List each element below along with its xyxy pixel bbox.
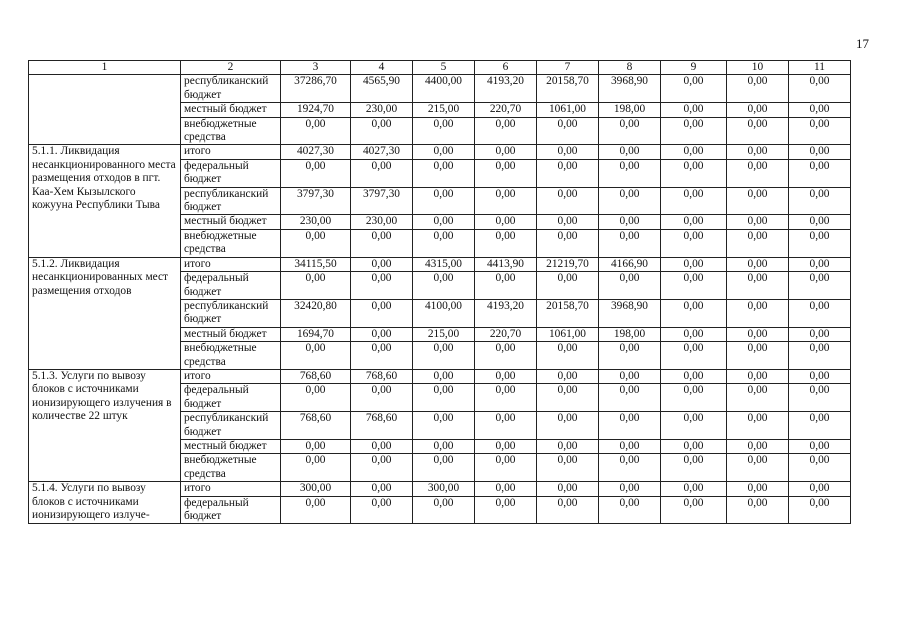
value-cell: 0,00 (537, 439, 599, 453)
value-cell: 0,00 (599, 496, 661, 524)
value-cell: 0,00 (789, 229, 851, 257)
value-cell: 0,00 (475, 342, 537, 370)
value-cell: 0,00 (351, 272, 413, 300)
value-cell: 4166,90 (599, 257, 661, 271)
funding-source: внебюджетные средства (181, 229, 281, 257)
table-row (29, 369, 851, 383)
value-cell: 0,00 (599, 412, 661, 440)
value-cell: 4413,90 (475, 257, 537, 271)
value-cell: 0,00 (351, 117, 413, 145)
value-cell: 0,00 (475, 159, 537, 187)
column-header: 8 (599, 61, 661, 75)
funding-source: итого (181, 482, 281, 496)
value-cell: 0,00 (281, 439, 351, 453)
value-cell: 34115,50 (281, 257, 351, 271)
value-cell: 0,00 (661, 369, 727, 383)
value-cell: 0,00 (475, 384, 537, 412)
value-cell: 0,00 (537, 117, 599, 145)
value-cell: 768,60 (281, 412, 351, 440)
value-cell: 0,00 (281, 272, 351, 300)
value-cell: 0,00 (727, 454, 789, 482)
value-cell: 0,00 (413, 439, 475, 453)
value-cell: 1061,00 (537, 103, 599, 117)
value-cell: 0,00 (661, 103, 727, 117)
value-cell: 0,00 (413, 215, 475, 229)
value-cell: 220,70 (475, 327, 537, 341)
value-cell: 0,00 (413, 496, 475, 524)
value-cell: 0,00 (789, 454, 851, 482)
value-cell: 3968,90 (599, 299, 661, 327)
value-cell: 215,00 (413, 103, 475, 117)
column-header: 4 (351, 61, 413, 75)
value-cell: 21219,70 (537, 257, 599, 271)
funding-source: местный бюджет (181, 215, 281, 229)
funding-source: внебюджетные средства (181, 117, 281, 145)
value-cell: 0,00 (475, 412, 537, 440)
value-cell: 0,00 (661, 327, 727, 341)
value-cell: 1924,70 (281, 103, 351, 117)
value-cell: 0,00 (413, 369, 475, 383)
value-cell: 0,00 (413, 454, 475, 482)
value-cell: 0,00 (351, 159, 413, 187)
value-cell: 0,00 (789, 496, 851, 524)
column-header: 7 (537, 61, 599, 75)
table-body (29, 61, 851, 524)
value-cell: 0,00 (351, 342, 413, 370)
value-cell: 0,00 (789, 412, 851, 440)
column-header: 5 (413, 61, 475, 75)
value-cell: 0,00 (789, 257, 851, 271)
value-cell: 0,00 (661, 272, 727, 300)
funding-source: местный бюджет (181, 327, 281, 341)
value-cell: 0,00 (599, 482, 661, 496)
value-cell: 0,00 (475, 454, 537, 482)
value-cell: 0,00 (281, 159, 351, 187)
funding-source: внебюджетные средства (181, 454, 281, 482)
measure-name: 5.1.1. Ликвидация несанкционированного места размещения отходов в пгт. Каа-Хем Кызылского кожууна Республики Тыва (29, 145, 181, 257)
value-cell: 0,00 (789, 439, 851, 453)
table-row (29, 75, 851, 103)
value-cell: 0,00 (475, 369, 537, 383)
value-cell: 0,00 (599, 187, 661, 215)
value-cell: 0,00 (789, 145, 851, 159)
funding-source: итого (181, 369, 281, 383)
value-cell: 0,00 (727, 272, 789, 300)
value-cell: 0,00 (661, 496, 727, 524)
value-cell: 0,00 (789, 159, 851, 187)
value-cell: 0,00 (351, 496, 413, 524)
value-cell: 0,00 (789, 369, 851, 383)
value-cell: 0,00 (537, 342, 599, 370)
value-cell: 0,00 (661, 229, 727, 257)
funding-source: внебюджетные средства (181, 342, 281, 370)
column-header: 3 (281, 61, 351, 75)
value-cell: 0,00 (727, 369, 789, 383)
value-cell: 0,00 (661, 117, 727, 145)
value-cell: 0,00 (537, 384, 599, 412)
value-cell: 0,00 (661, 187, 727, 215)
value-cell: 0,00 (661, 75, 727, 103)
value-cell: 0,00 (599, 272, 661, 300)
value-cell: 0,00 (475, 215, 537, 229)
value-cell: 0,00 (727, 257, 789, 271)
measure-name: 5.1.2. Ликвидация несанкционированных мест размещения отходов (29, 257, 181, 369)
value-cell: 0,00 (727, 159, 789, 187)
value-cell: 0,00 (537, 369, 599, 383)
value-cell: 0,00 (281, 496, 351, 524)
column-header: 9 (661, 61, 727, 75)
value-cell: 0,00 (789, 187, 851, 215)
value-cell: 0,00 (537, 159, 599, 187)
value-cell: 0,00 (537, 145, 599, 159)
value-cell: 0,00 (281, 342, 351, 370)
value-cell: 0,00 (413, 384, 475, 412)
value-cell: 1061,00 (537, 327, 599, 341)
value-cell: 0,00 (599, 384, 661, 412)
value-cell: 0,00 (789, 272, 851, 300)
value-cell: 0,00 (727, 117, 789, 145)
value-cell: 4400,00 (413, 75, 475, 103)
value-cell: 768,60 (281, 369, 351, 383)
value-cell: 0,00 (727, 439, 789, 453)
value-cell: 0,00 (537, 215, 599, 229)
value-cell: 0,00 (351, 229, 413, 257)
funding-source: федеральный бюджет (181, 159, 281, 187)
value-cell: 230,00 (351, 215, 413, 229)
value-cell: 0,00 (789, 215, 851, 229)
value-cell: 0,00 (475, 496, 537, 524)
value-cell: 198,00 (599, 103, 661, 117)
value-cell: 0,00 (351, 299, 413, 327)
measure-name (29, 75, 181, 145)
value-cell: 0,00 (351, 384, 413, 412)
value-cell: 0,00 (599, 159, 661, 187)
column-header: 11 (789, 61, 851, 75)
value-cell: 0,00 (727, 103, 789, 117)
value-cell: 0,00 (537, 454, 599, 482)
value-cell: 0,00 (661, 342, 727, 370)
value-cell: 0,00 (727, 229, 789, 257)
funding-source: федеральный бюджет (181, 384, 281, 412)
value-cell: 0,00 (281, 384, 351, 412)
value-cell: 0,00 (599, 439, 661, 453)
value-cell: 0,00 (351, 482, 413, 496)
value-cell: 0,00 (475, 229, 537, 257)
value-cell: 0,00 (281, 117, 351, 145)
value-cell: 0,00 (789, 342, 851, 370)
value-cell: 0,00 (661, 257, 727, 271)
value-cell: 0,00 (599, 145, 661, 159)
value-cell: 0,00 (789, 75, 851, 103)
value-cell: 0,00 (661, 215, 727, 229)
value-cell: 0,00 (727, 342, 789, 370)
value-cell: 0,00 (599, 229, 661, 257)
funding-source: республиканский бюджет (181, 187, 281, 215)
value-cell: 0,00 (351, 327, 413, 341)
value-cell: 0,00 (537, 496, 599, 524)
value-cell: 20158,70 (537, 75, 599, 103)
value-cell: 215,00 (413, 327, 475, 341)
value-cell: 0,00 (789, 327, 851, 341)
value-cell: 300,00 (281, 482, 351, 496)
value-cell: 0,00 (661, 299, 727, 327)
value-cell: 0,00 (537, 482, 599, 496)
value-cell: 0,00 (413, 145, 475, 159)
value-cell: 0,00 (661, 159, 727, 187)
value-cell: 230,00 (351, 103, 413, 117)
value-cell: 0,00 (475, 145, 537, 159)
value-cell: 0,00 (413, 229, 475, 257)
funding-source: итого (181, 257, 281, 271)
value-cell: 0,00 (789, 117, 851, 145)
value-cell: 220,70 (475, 103, 537, 117)
value-cell: 0,00 (537, 229, 599, 257)
value-cell: 768,60 (351, 369, 413, 383)
funding-source: республиканский бюджет (181, 412, 281, 440)
value-cell: 0,00 (475, 272, 537, 300)
value-cell: 0,00 (789, 299, 851, 327)
value-cell: 0,00 (789, 103, 851, 117)
value-cell: 0,00 (599, 454, 661, 482)
value-cell: 0,00 (727, 384, 789, 412)
value-cell: 4027,30 (281, 145, 351, 159)
value-cell: 0,00 (727, 327, 789, 341)
value-cell: 0,00 (727, 215, 789, 229)
value-cell: 0,00 (599, 342, 661, 370)
table-row (29, 145, 851, 159)
value-cell: 0,00 (727, 75, 789, 103)
budget-table (28, 60, 851, 524)
value-cell: 0,00 (537, 187, 599, 215)
column-header: 2 (181, 61, 281, 75)
value-cell: 3968,90 (599, 75, 661, 103)
value-cell: 0,00 (661, 145, 727, 159)
value-cell: 0,00 (727, 496, 789, 524)
value-cell: 0,00 (599, 215, 661, 229)
value-cell: 37286,70 (281, 75, 351, 103)
value-cell: 0,00 (727, 145, 789, 159)
value-cell: 0,00 (413, 159, 475, 187)
value-cell: 0,00 (413, 117, 475, 145)
value-cell: 4565,90 (351, 75, 413, 103)
value-cell: 0,00 (727, 482, 789, 496)
value-cell: 0,00 (599, 117, 661, 145)
funding-source: республиканский бюджет (181, 299, 281, 327)
value-cell: 0,00 (351, 439, 413, 453)
value-cell: 20158,70 (537, 299, 599, 327)
column-header-row (29, 61, 851, 75)
value-cell: 0,00 (281, 229, 351, 257)
value-cell: 0,00 (599, 369, 661, 383)
value-cell: 0,00 (661, 482, 727, 496)
funding-source: итого (181, 145, 281, 159)
value-cell: 4193,20 (475, 299, 537, 327)
value-cell: 0,00 (475, 482, 537, 496)
table-row (29, 257, 851, 271)
column-header: 6 (475, 61, 537, 75)
value-cell: 0,00 (413, 187, 475, 215)
value-cell: 230,00 (281, 215, 351, 229)
value-cell: 0,00 (475, 439, 537, 453)
value-cell: 0,00 (661, 412, 727, 440)
value-cell: 0,00 (661, 439, 727, 453)
value-cell: 0,00 (789, 384, 851, 412)
value-cell: 3797,30 (351, 187, 413, 215)
value-cell: 0,00 (537, 272, 599, 300)
value-cell: 0,00 (727, 299, 789, 327)
measure-name: 5.1.3. Услуги по вывозу блоков с источниками ионизирующего излучения в количестве 22 штук (29, 369, 181, 481)
value-cell: 0,00 (475, 187, 537, 215)
funding-source: федеральный бюджет (181, 272, 281, 300)
funding-source: местный бюджет (181, 103, 281, 117)
funding-source: республиканский бюджет (181, 75, 281, 103)
value-cell: 32420,80 (281, 299, 351, 327)
column-header: 10 (727, 61, 789, 75)
value-cell: 4027,30 (351, 145, 413, 159)
measure-name: 5.1.4. Услуги по вывозу блоков с источниками ионизирующего излуче- (29, 482, 181, 524)
value-cell: 0,00 (351, 454, 413, 482)
value-cell: 300,00 (413, 482, 475, 496)
value-cell: 0,00 (727, 412, 789, 440)
value-cell: 0,00 (351, 257, 413, 271)
page-number: 17 (856, 36, 869, 51)
value-cell: 0,00 (413, 272, 475, 300)
funding-source: местный бюджет (181, 439, 281, 453)
value-cell: 0,00 (661, 454, 727, 482)
value-cell: 0,00 (727, 187, 789, 215)
value-cell: 4100,00 (413, 299, 475, 327)
value-cell: 0,00 (281, 454, 351, 482)
value-cell: 0,00 (537, 412, 599, 440)
value-cell: 4315,00 (413, 257, 475, 271)
value-cell: 0,00 (413, 342, 475, 370)
column-header: 1 (29, 61, 181, 75)
value-cell: 198,00 (599, 327, 661, 341)
funding-source: федеральный бюджет (181, 496, 281, 524)
value-cell: 768,60 (351, 412, 413, 440)
value-cell: 0,00 (661, 384, 727, 412)
value-cell: 3797,30 (281, 187, 351, 215)
value-cell: 0,00 (413, 412, 475, 440)
table-row (29, 482, 851, 496)
value-cell: 0,00 (475, 117, 537, 145)
value-cell: 0,00 (789, 482, 851, 496)
value-cell: 1694,70 (281, 327, 351, 341)
value-cell: 4193,20 (475, 75, 537, 103)
